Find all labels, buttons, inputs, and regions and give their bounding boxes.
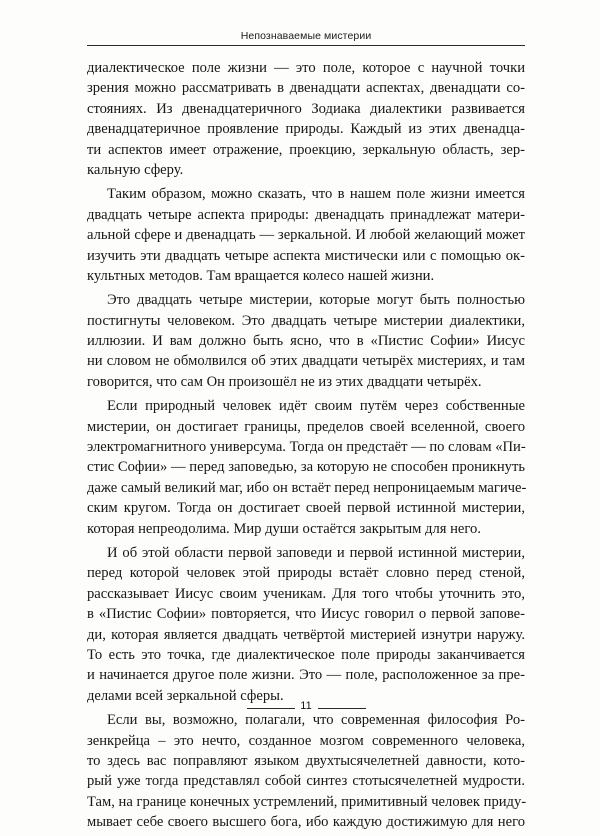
text-line: электромагнитного универсума. Тогда он предстаёт — по словам «Пи- (87, 439, 526, 456)
text-line: которая непреодолима. Мир души остаётся закрытым для него. (87, 520, 481, 537)
text-line: Если природный человек идёт своим путём через собственные (107, 398, 525, 415)
paragraph (87, 543, 525, 706)
paragraph (87, 290, 525, 392)
text-line: диалектическое поле жизни — это поле, которое с научной точки (87, 60, 525, 76)
text-line: изучить эти двадцать четыре аспекта мистически или с помощью ок- (87, 247, 525, 264)
paragraph (87, 58, 525, 180)
text-line: ти аспектов имеет отражение, проекцию, зеркальную область, зер- (87, 141, 525, 158)
paragraph (87, 184, 525, 286)
text-line: ским кругом. Тогда он достигает своей первой истинной мистерии, (87, 500, 525, 517)
text-line: Таким образом, можно сказать, что в нашем поле жизни имеется (107, 186, 525, 203)
text-line: И об этой области первой заповеди и первой истинной мистерии, (107, 544, 525, 561)
text-line: зенкрейца – это нечто, созданное мозгом современного человека, (87, 732, 525, 749)
text-line: То есть это точка, где диалектическое поле природы заканчивается (87, 646, 525, 663)
text-line: ни словом не обмолвился об этих двадцати четырёх мистериях, и там (87, 353, 525, 370)
paragraph (87, 396, 525, 539)
text-line: культных методов. Там вращается колесо нашей жизни. (87, 267, 435, 284)
text-line: мистерии, он достигает границы, пределов своей вселенной, своего (87, 418, 525, 435)
text-line: мывает себе своего высшего бога, ибо каждую достижимую для него (87, 814, 525, 831)
page-footer (87, 700, 525, 720)
header-rule (87, 45, 525, 46)
text-line: и начинается другое поле жизни. Это — поле, расположенное за пре- (87, 667, 525, 684)
text-line: стис Софии» — перед заповедью, за которую не способен проникнуть (87, 459, 525, 476)
text-line: стояниях. Из двенадцатеричного Зодиака диалектики развивается (87, 100, 525, 117)
text-line: двадцать четыре аспекта природы: двенадцать принадлежат матери- (87, 206, 525, 223)
text-line: Там, на границе конечных устремлений, примитивный человек приду- (87, 793, 527, 810)
text-line: говорится, что сам Он произошёл не из этих двадцати четырёх. (87, 373, 482, 390)
text-line: рый уже тогда представлял собой синтез стотысячелетней мудрости. (87, 773, 525, 790)
text-line: Если вы, возможно, полагали, что современная философия Ро- (107, 712, 525, 729)
text-line: перед которой человек этой природы встаёт словно перед стеной, (87, 565, 525, 582)
page-number: 11 (300, 700, 312, 712)
text-line: зрения можно рассматривать в двенадцати аспектах, двенадцати со- (87, 80, 525, 97)
footer-rule-right (318, 708, 366, 709)
text-line: иллюзии. И вам должно быть ясно, что в «Пистис Софии» Иисус (87, 333, 525, 350)
text-line: в «Пистис Софии» повторяется, что Иисус говорил о первой запове- (87, 606, 525, 623)
text-line: даже самый великий маг, ибо он встаёт перед непроницаемым магиче- (87, 479, 527, 496)
running-header: Непознаваемые мистерии (240, 30, 372, 42)
paragraph (87, 710, 525, 832)
text-line: то здесь вас поправляют языком двухтысячелетней давности, кото- (87, 752, 525, 769)
text-line: двенадцатеричное проявление природы. Каждый из этих двенадца- (87, 121, 525, 138)
text-line: альной сфере и двенадцать — зеркальной. И любой желающий может (87, 227, 525, 244)
text-line: постигнуты человеком. Это двадцать четыре мистерии диалектики, (87, 312, 525, 329)
footer-rule-left (247, 708, 295, 709)
text-line: делами всей зеркальной сферы. (87, 687, 284, 704)
text-line: ди, которая является двадцать четвёртой мистерией изнутри наружу. (87, 626, 525, 643)
text-line: рассказывает Иисус своим ученикам. Для того чтобы уточнить это, (87, 585, 525, 602)
text-line: кальную сферу. (87, 161, 184, 178)
text-line: Это двадцать четыре мистерии, которые могут быть полностью (107, 292, 525, 309)
